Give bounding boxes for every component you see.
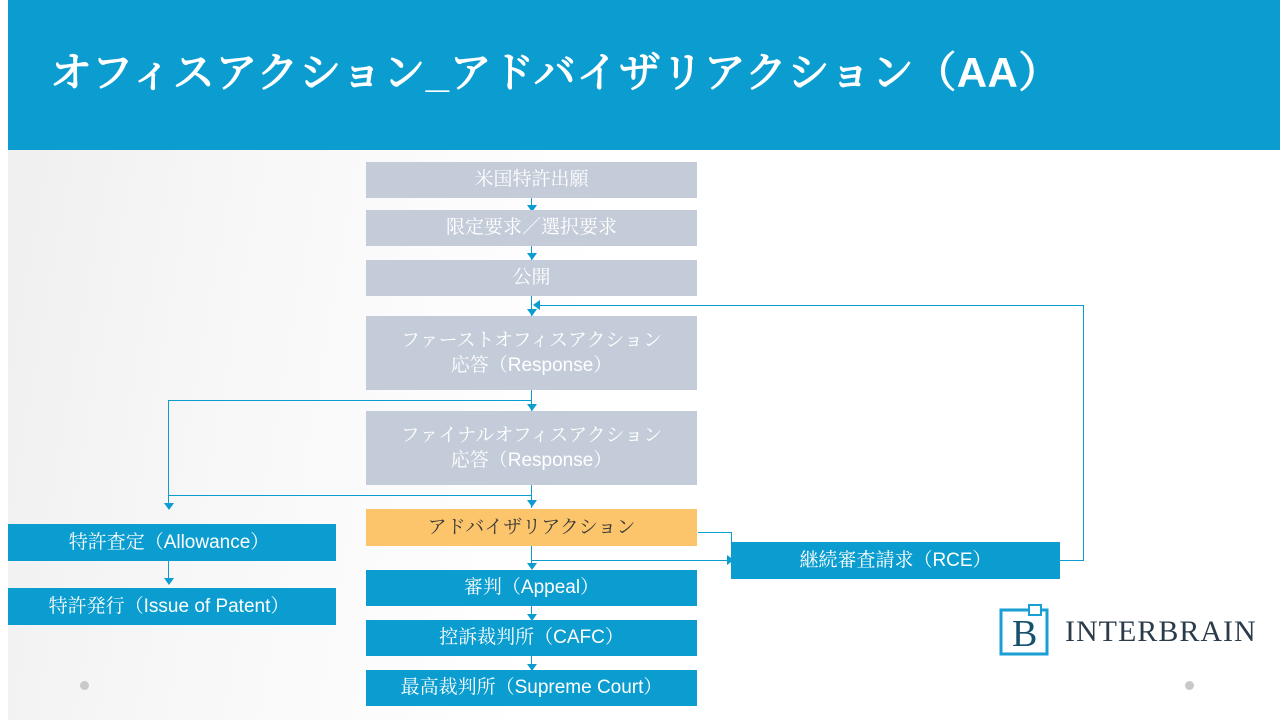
node-restriction-election[interactable]	[366, 210, 697, 246]
node-rce[interactable]	[731, 542, 1060, 579]
node-label-line2: 応答（Response）	[450, 355, 613, 376]
node-appeal[interactable]	[366, 570, 697, 606]
connector-first-oa-allowance-horizontal	[168, 400, 532, 401]
node-label: 公開	[512, 267, 551, 289]
connector-allowance-vertical	[168, 400, 169, 508]
logo-text: INTERBRAIN	[1065, 615, 1257, 648]
node-advisory-action[interactable]	[366, 509, 697, 546]
slide-header	[0, 0, 1280, 150]
node-label-line1: ファイナルオフィスアクション	[400, 424, 663, 446]
arrow-restriction-to-publication	[527, 253, 537, 260]
node-us-application[interactable]	[366, 162, 697, 198]
connector-rce-loop-vertical	[1083, 305, 1084, 560]
node-publication[interactable]	[366, 260, 697, 296]
interbrain-mark-icon	[995, 604, 1057, 660]
node-label: アドバイザリアクション	[427, 516, 636, 538]
connector-final-oa-allowance-horizontal	[168, 495, 532, 496]
arrow-rce-loop-to-first-oa	[533, 300, 540, 310]
node-label-line1: ファーストオフィスアクション	[400, 329, 663, 351]
page-title: オフィスアクション_アドバイザリアクション（AA）	[50, 49, 1061, 96]
arrow-advisory-to-appeal	[527, 563, 537, 570]
decorative-dot-left	[80, 681, 89, 690]
brand-logo	[995, 604, 1257, 660]
node-supreme-court[interactable]	[366, 670, 697, 706]
node-label: 米国特許出願	[474, 169, 589, 191]
connector-rce-loop-horizontal	[540, 305, 1084, 306]
node-allowance[interactable]	[2, 524, 336, 561]
arrow-final-oa-to-advisory	[527, 500, 537, 507]
connector-rce-loop-out	[1060, 560, 1084, 561]
connector-advisory-to-rce-seg1	[698, 532, 732, 533]
arrow-to-allowance	[164, 503, 174, 510]
decorative-dot-right	[1185, 681, 1194, 690]
arrow-publication-to-first-oa	[527, 309, 537, 316]
left-accent-strip	[0, 0, 8, 720]
node-label: 最高裁判所（Supreme Court）	[400, 677, 663, 699]
node-label: 控訴裁判所（CAFC）	[439, 627, 624, 649]
node-issue-of-patent[interactable]	[2, 588, 336, 625]
node-label: 限定要求／選択要求	[445, 217, 617, 239]
connector-rce-feed-horizontal	[531, 560, 731, 561]
arrow-first-oa-to-final-oa	[527, 404, 537, 411]
node-label-line2: 応答（Response）	[450, 450, 613, 471]
svg-text:B: B	[1012, 613, 1038, 655]
node-cafc[interactable]	[366, 620, 697, 656]
node-label: 特許査定（Allowance）	[68, 531, 270, 553]
arrow-allowance-to-issue	[164, 578, 174, 585]
node-first-office-action[interactable]	[366, 316, 697, 390]
node-label: 審判（Appeal）	[463, 577, 600, 599]
node-label: 継続審査請求（RCE）	[799, 549, 992, 571]
node-final-office-action[interactable]	[366, 411, 697, 485]
node-label: 特許発行（Issue of Patent）	[48, 595, 290, 617]
